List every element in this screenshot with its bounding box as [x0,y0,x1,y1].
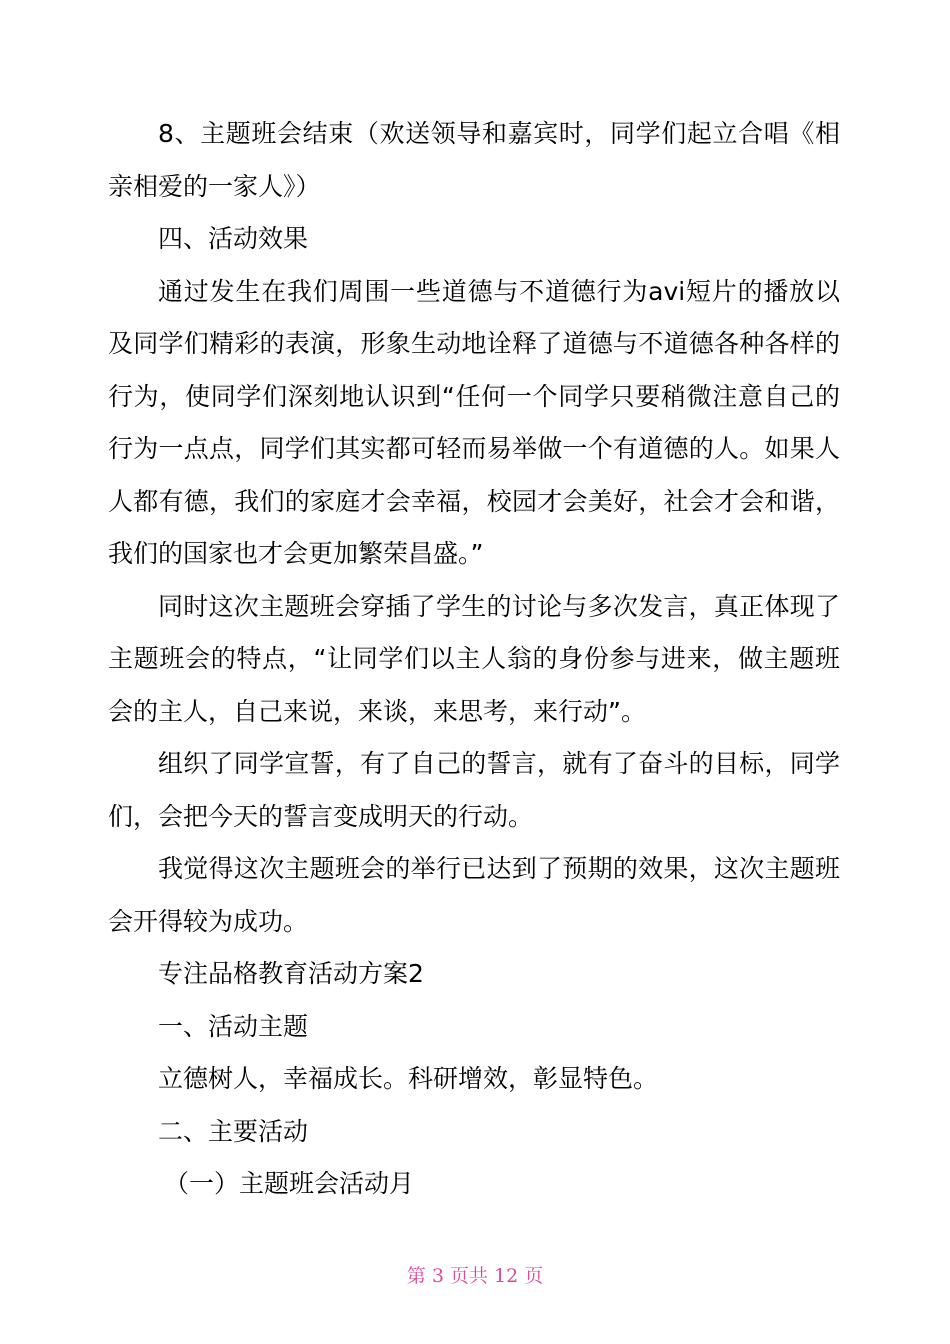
heading-activity-effect: 四、活动效果 [158,224,309,253]
heading-activity-theme: 一、活动主题 [158,1011,309,1041]
paragraph-closing-step: 8、主题班会结束（欢送领导和嘉宾时，同学们起立合唱《相亲相爱的一家人》） [108,119,840,201]
paragraph-conclusion: 我觉得这次主题班会的举行已达到了预期的效果，这次主题班会开得较为成功。 [108,854,840,936]
heading-main-activities: 二、主要活动 [158,1116,309,1146]
paragraph-theme: 立德树人，幸福成长。科研增效，彰显特色。 [158,1064,659,1093]
page-number-footer: 第 3 页共 12 页 [406,1265,544,1287]
subheading-theme-month: （一）主题班会活动月 [164,1169,415,1198]
paragraph-discussion: 同时这次主题班会穿插了学生的讨论与多次发言，真正体现了主题班会的特点，“让同学们以主人翁的身份参与进来，做主题班会的主人，自己来说，来谈，来思考，来行动”。 [108,591,840,726]
paragraph-oath: 组织了同学宣誓，有了自己的誓言，就有了奋斗的目标，同学们，会把今天的誓言变成明天的行动。 [108,749,840,831]
paragraph-effect-summary: 通过发生在我们周围一些道德与不道德行为avi短片的播放以及同学们精彩的表演，形象生动地诠释了道德与不道德各种各样的行为，使同学们深刻地认识到“任何一个同学只要稍微注意自己的行为一点点，同学们其实都可轻而易举做一个有道德的人。如果人人都有德，我们的家庭才会幸福，校园才会美好，社会才会和谐，我们的国家也才会更加繁荣昌盛。” [108,276,840,568]
document-body [108,108,840,1211]
section-title-plan-2: 专注品格教育活动方案2 [158,959,424,988]
